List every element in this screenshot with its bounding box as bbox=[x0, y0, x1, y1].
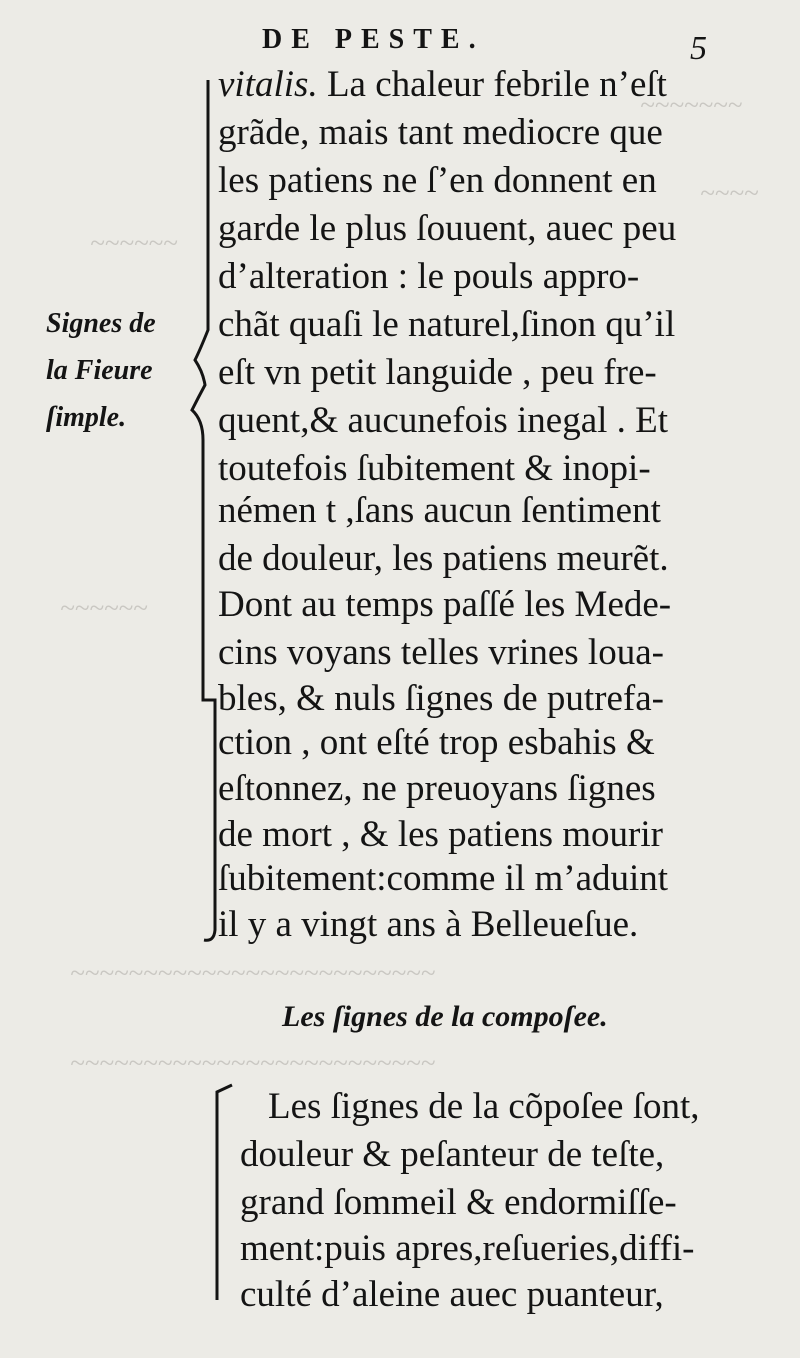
bleed-through-6: ~~~~~~~~~~~~~~~~~~~~~~~~~ bbox=[70, 1048, 436, 1078]
text-line: eſtonnez, ne preuoyans ſignes bbox=[218, 768, 656, 809]
bleed-through-2: ~~~~ bbox=[700, 178, 759, 208]
bleed-through-4: ~~~~~~ bbox=[60, 593, 148, 623]
text-line bbox=[218, 66, 667, 103]
section-heading: Les ſignes de la compoſee. bbox=[282, 1000, 608, 1033]
bleed-through-5: ~~~~~~~~~~~~~~~~~~~~~~~~~ bbox=[70, 958, 436, 988]
text-line: grand ſommeil & endormiſſe- bbox=[240, 1182, 677, 1223]
margin-note-line-2: la Fieure bbox=[46, 355, 153, 386]
text-line: toutefois ſubitement & inopi- bbox=[218, 448, 651, 489]
catchword: vitalis. bbox=[218, 64, 318, 105]
text-line: ſubitement:comme il m’aduint bbox=[218, 858, 669, 899]
text-line: Les ſignes de la cõpoſee ſont, bbox=[268, 1086, 700, 1127]
text-line: d’alteration : le pouls appro- bbox=[218, 256, 640, 297]
text-line: douleur & peſanteur de teſte, bbox=[240, 1134, 665, 1175]
text-line: eſt vn petit languide , peu fre- bbox=[218, 352, 657, 393]
text-line: Dont au temps paſſé les Mede- bbox=[218, 584, 672, 625]
text-line: chãt quaſi le naturel,ſinon qu’il bbox=[218, 304, 676, 345]
margin-note-line-1: Signes de bbox=[46, 308, 156, 339]
text-line: il y a vingt ans à Belleueſue. bbox=[218, 904, 639, 945]
text-line: les patiens ne ſ’en donnent en bbox=[218, 160, 657, 201]
text-line: de douleur, les patiens meurẽt. bbox=[218, 538, 669, 579]
page-number: 5 bbox=[690, 30, 707, 67]
text-line: grãde, mais tant mediocre que bbox=[218, 112, 663, 153]
text-line: garde le plus ſouuent, auec peu bbox=[218, 208, 677, 249]
running-title: DE PESTE. bbox=[262, 24, 485, 55]
text-line-rest: La chaleur febrile n’eſt bbox=[317, 64, 667, 105]
text-line: quent,& aucunefois inegal . Et bbox=[218, 400, 669, 441]
text-line: némen t ,ſans aucun ſentiment bbox=[218, 490, 661, 531]
bleed-through-1: ~~~~~~~ bbox=[640, 90, 743, 120]
text-line: ment:puis apres,reſueries,diffi- bbox=[240, 1228, 695, 1269]
margin-note-line-3: ſimple. bbox=[46, 402, 127, 433]
bleed-through-3: ~~~~~~ bbox=[90, 228, 178, 258]
text-line: culté d’aleine auec puanteur, bbox=[240, 1274, 664, 1315]
text-line: cins voyans telles vrines loua- bbox=[218, 632, 664, 673]
text-line: bles, & nuls ſignes de putrefa- bbox=[218, 678, 664, 719]
text-line: de mort , & les patiens mourir bbox=[218, 814, 663, 855]
text-line: ction , ont eſté trop esbahis & bbox=[218, 722, 655, 763]
